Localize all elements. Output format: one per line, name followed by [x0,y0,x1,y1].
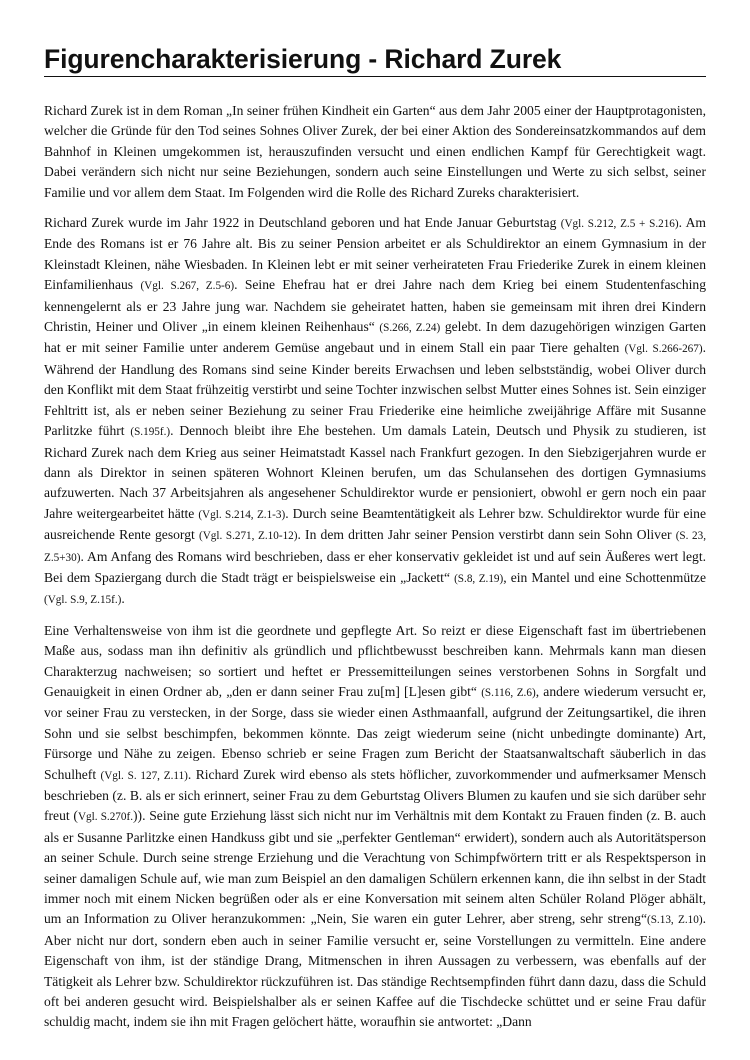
paragraph [44,213,706,611]
page-reference: (Vgl. S.212, Z.5 + S.216) [560,218,679,231]
text-run: . In dem dritten Jahr seiner Pension verstirbt dann sein Sohn Oliver [297,527,676,543]
page-reference: (S.266, Z.24) [379,322,441,335]
text-run: , ein Mantel und eine Schottenmütze [503,569,707,585]
document-body [44,101,706,1033]
text-run: . Richard Zurek wird ebenso als stets höflicher, zuvorkommender und aufmerksamer Mensch beschrieben (z. B. als er sich erinnert, seiner Frau zu dem Geburtstag Olivers Blumen zu kaufen und sie sich darüber sehr freut ( [44,766,707,824]
text-run: . Aber nicht nur dort, sondern eben auch in seiner Familie versucht er, seine Vorstellungen zu vermitteln. Eine andere Eigenschaft von ihm, ist der ständige Drang, Mitmenschen in ihren Aussagen zu verbessern, was ebenfalls auf der Tätigkeit als Lehrer bzw. Schuldirektor rückzuführen ist. Das ständige Rechtsempfinden führt dann dazu, dass die Schuld oft bei anderen gesucht wird. Beispielshalber als er seinen Kaffee auf die Tischdecke schüttet und er seine Frau dafür schuldig macht, indem sie ihn mit Fragen gelöchert hätte, woraufhin sie antwortet: „Dann [44,911,706,1030]
text-run: . Dennoch bleibt ihre Ehe bestehen. Um damals Latein, Deutsch und Physik zu studieren, ist Richard Zurek nach dem Krieg aus seiner Heimatstadt Kassel nach Frankfurt gezogen. In den Siebzigerjahren wurde er dann als Direktor in seinen späteren Wohnort Kleinen berufen, um das Schulansehen des dortigen Gymnasiums aufzuwerten. Nach 37 Arbeitsjahren als angesehener Schuldirektor wurde er pensioniert, obwohl er gern noch ein paar Jahre weitergearbeitet hätte [44,423,706,521]
text-run: . Seine Ehefrau hat er drei Jahre nach dem Krieg bei einem Studentenfasching kennengelernt als er 23 Jahre jung war. Nachdem sie geheiratet hatten, haben sie gemeinsam mit ihren drei Kindern Christin, Heiner und Oliver „in einem kleinen Reihenhaus“ [44,277,707,335]
text-run: . Am Anfang des Romans wird beschrieben, dass er eher konservativ gekleidet ist und auf sein Äußeres wert legt. Bei dem Spaziergang durch die Stadt trägt er beispielsweise ein „Jackett“ [44,548,706,585]
page-reference: (Vgl. S.266-267) [624,343,703,356]
page-reference: (Vgl. S.267, Z.5-6) [140,280,235,293]
page-reference: (Vgl. S. 127, Z.11) [100,769,188,782]
text-run: , andere wiederum versucht er, vor seiner Frau zu verstecken, in der Sorge, dass sie wieder einen Asthmaanfall, aufgrund der Zeitungsartikel, die ihren Sohn und sie selbst beschimpfen, bekommen könnte. Das zeigt wiederum seine (nicht unbedingte dominante) Art, Fürsorge und Nähe zu zeigen. Ebenso schrieb er seine Fragen zum Bericht der Staatsanwaltschaft säuberlich in das Schulheft [44,683,707,782]
text-run: . Durch seine Beamtentätigkeit als Lehrer bzw. Schuldirektor wurde für eine ausreichende Rente gesorgt [44,505,706,543]
text-run: . Am Ende des Romans ist er 76 Jahre alt. Bis zu seiner Pension arbeitet er als Schuldirektor an einem Gymnasium in der Kleinstadt Kleinen, nähe Wiesbaden. In Kleinen lebt er mit seiner verheirateten Frau Friederike Zurek in einem kleinen Einfamilienhaus [44,215,706,293]
page-reference: (S.116, Z.6) [481,686,536,699]
text-run: Richard Zurek ist in dem Roman „In seiner frühen Kindheit ein Garten“ aus dem Jahr 2005 einer der Hauptprotagonisten, welcher die Gründe für den Tod seines Sohnes Oliver Zurek, der bei einer Aktion des Sondereinsatzkommandos auf dem Bahnhof in Kleinen umgekommen ist, herauszufinden versucht und einen endlichen Kampf für Gerechtigkeit wagt. Dabei verändern sich nicht nur seine Beziehungen, sondern auch seine Einstellungen und Werte zu sich selbst, seiner Familie und vor allem dem Staat. Im Folgenden wird die Rolle des Richard Zureks charakterisiert. [44,103,706,200]
page-reference: (S. 23, Z.5+30) [44,530,707,564]
text-run: . Während der Handlung des Romans sind seine Kinder bereits Erwachsen und leben selbstständig, wobei Oliver durch den Konflikt mit dem Staat frühzeitig verstirbt und seine Tochter inzwischen selbst Mutter eines Sohnes ist. Sein einziger Fehltritt ist, als er neben seiner Beziehung zu seiner Frau Friederike eine heimliche zweijährige Affäre mit Susanne Parlitzke führt [44,340,706,439]
text-run: . [121,591,125,607]
page-reference: (S.8, Z.19) [454,572,504,585]
document-title: Figurencharakterisierung - Richard Zurek [44,44,706,77]
page-reference: (S.195f.) [130,426,171,439]
page-reference: Vgl. S.270f. [77,811,134,824]
paragraph [44,101,706,203]
page-reference: (S.13, Z.10) [646,914,703,927]
page-reference: (Vgl. S.271, Z.10-12) [198,530,298,543]
page-reference: (Vgl. S.9, Z.15f.) [44,594,122,607]
text-run: )). Seine gute Erziehung lässt sich nicht nur im Verhältnis mit dem Kontakt zu Frauen finden (z. B. auch als er Susanne Parlitzke einen Handkuss gibt und sie „perfekter Gentleman“ erwidert), sondern auch als Autoritätsperson an seiner Schule. Durch seine strenge Erziehung und die Verachtung von Schimpfwörtern tritt er als Respektsperson in seiner damaligen Schule auf, wie man zum Beispiel an den damaligen Schülern erkennen kann, die ihn selbst in der Stadt immer noch mit einem Nicken begrüßen oder als er eine Konversation mit seinem alten Schüler Roland Plöger abhält, um an Information zu Oliver heranzukommen: „Nein, Sie waren ein guter Lehrer, aber streng, sehr streng“ [44,808,706,927]
text-run: Richard Zurek wurde im Jahr 1922 in Deutschland geboren und hat Ende Januar Geburtstag [44,215,561,231]
text-run: gelebt. In dem dazugehörigen winzigen Garten hat er mit seiner Familie unter anderem Gemüse angebaut und in einem Stall ein paar Tiere gehalten [44,319,706,356]
paragraph [44,621,706,1033]
page-reference: (Vgl. S.214, Z.1-3) [198,508,286,521]
text-run: Eine Verhaltensweise von ihm ist die geordnete und gepflegte Art. So reizt er diese Eigenschaft fast im übertriebenen Maße aus, sodass man ihn definitiv als gründlich und pflichtbewusst beschreiben kann. Mehrmals kann man diesen Charakterzug nachweisen; so sortiert und heftet er Pressemitteilungen seines verstorbenen Sohns in Sorgfalt und Genauigkeit in einen Ordner ab, „den er dann seiner Frau zu[m] [L]esen gibt“ [44,622,706,699]
